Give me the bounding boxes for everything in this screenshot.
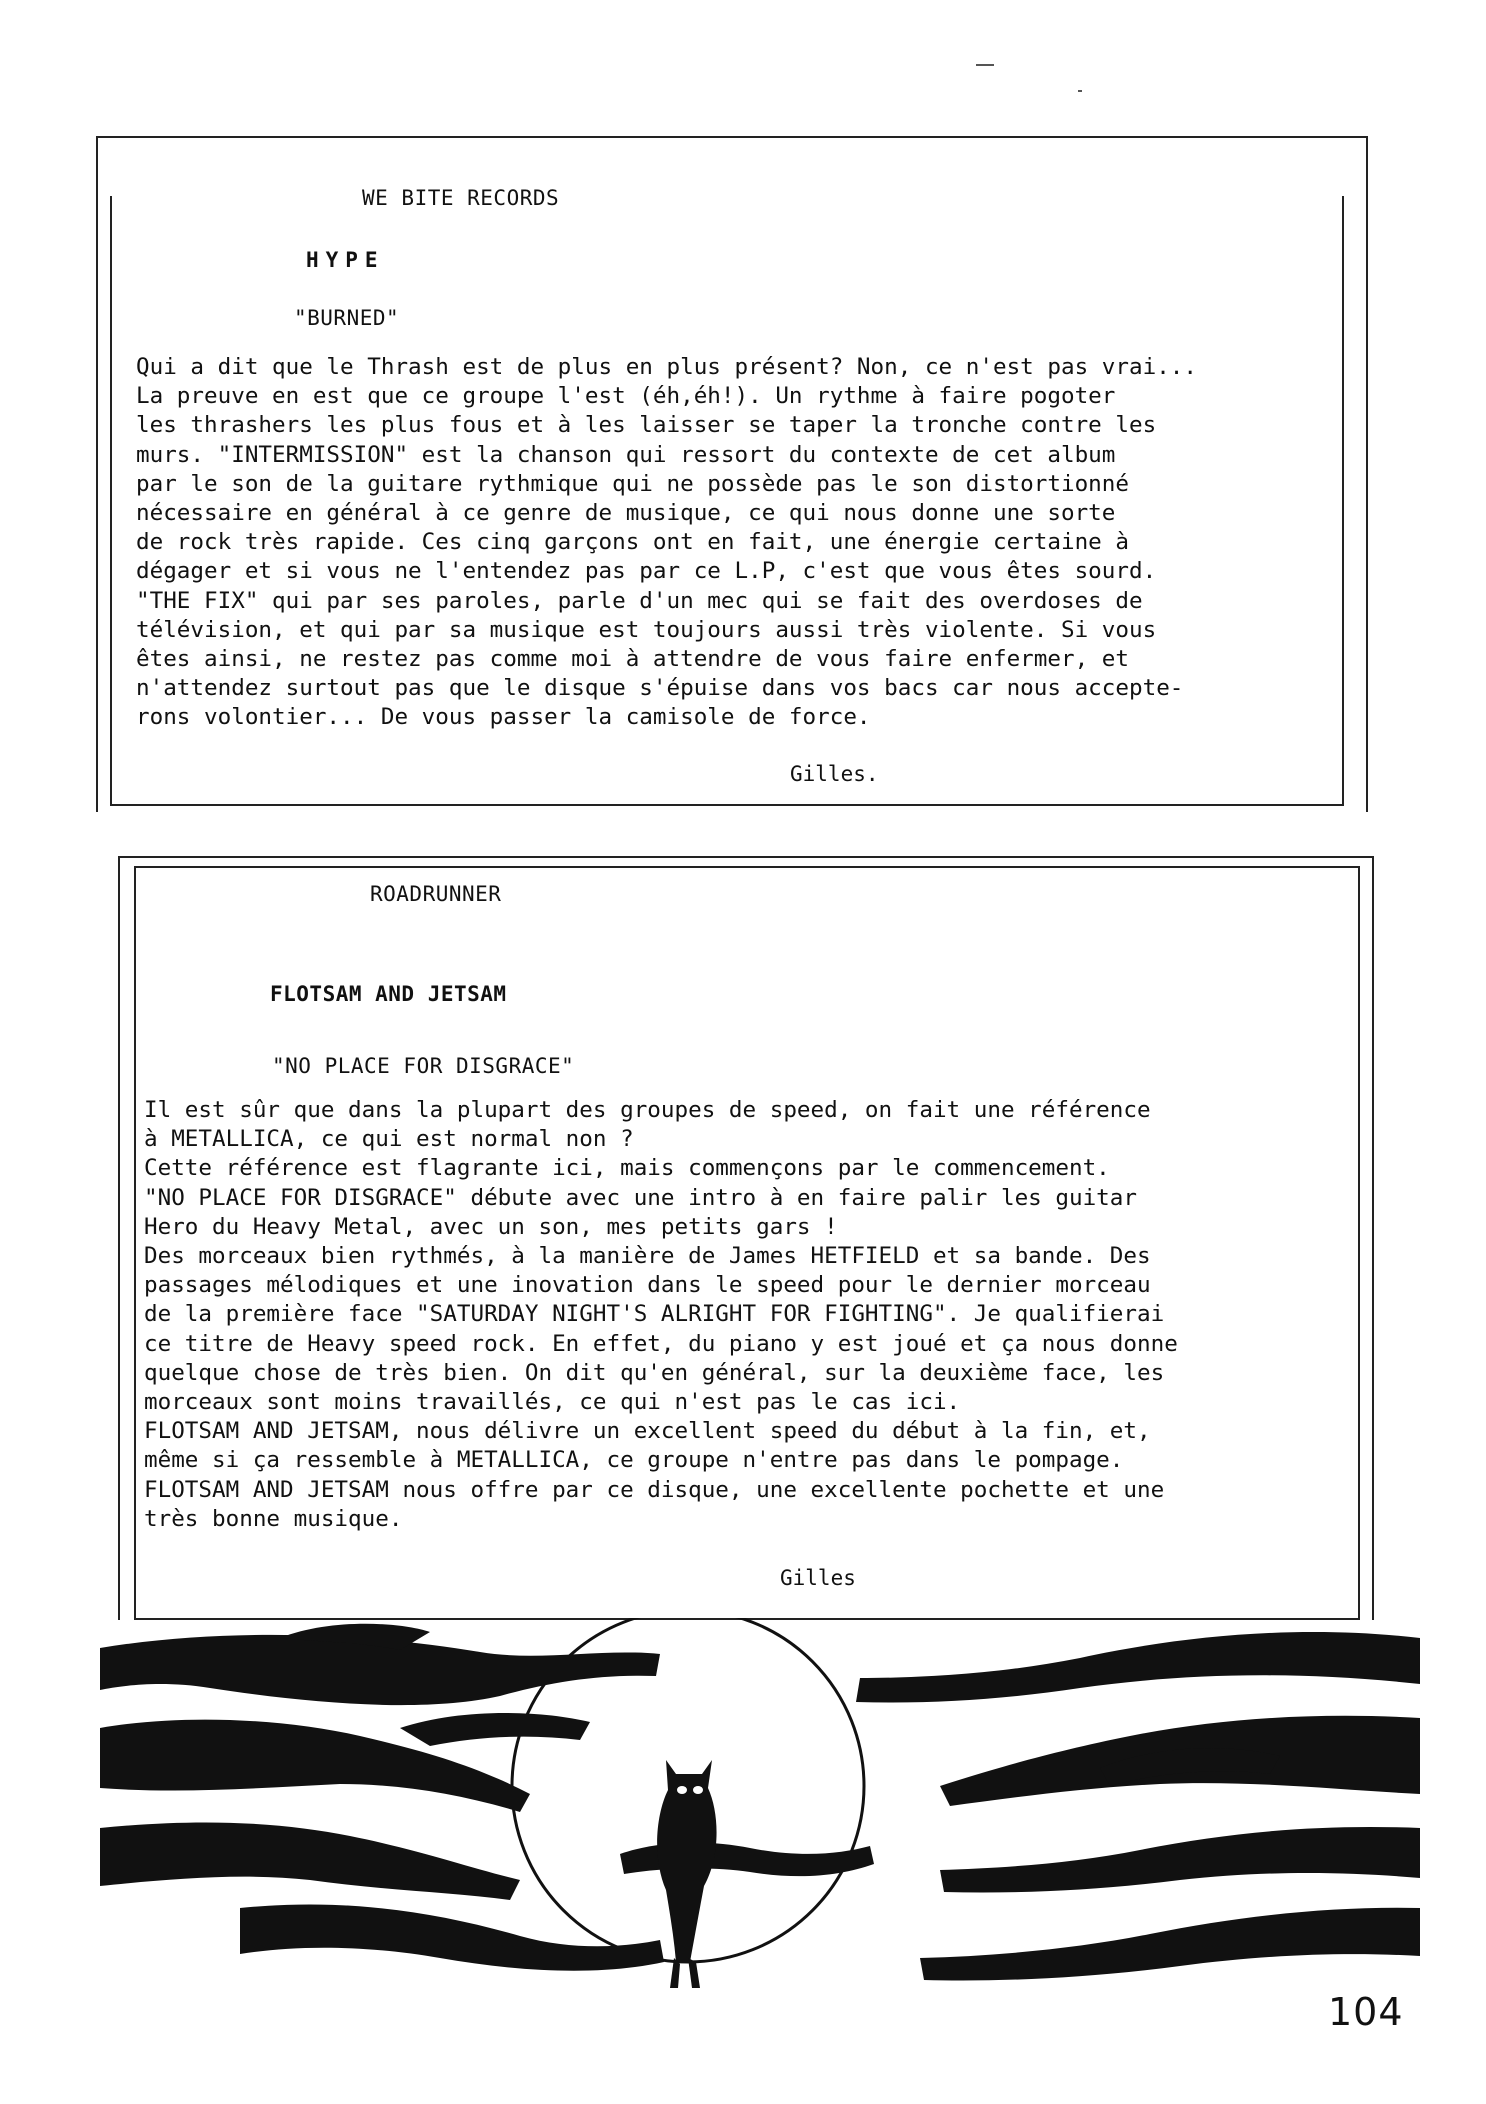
owl-figure [657,1760,716,1988]
text-line: Cette référence est flagrante ici, mais commençons par le commencement. [144,1155,1110,1182]
band-name-1: HYPE [306,248,385,272]
text-line: rons volontier... De vous passer la camisole de force. [136,704,871,731]
page-number: 104 [1328,1990,1404,2034]
text-line: "NO PLACE FOR DISGRACE" débute avec une intro à en faire palir les guitar [144,1184,1137,1211]
text-line: Des morceaux bien rythmés, à la manière de James HETFIELD et sa bande. Des [144,1243,1151,1270]
text-line: passages mélodiques et une inovation dans le speed pour le dernier morceau [144,1272,1151,1299]
text-line: de la première face "SATURDAY NIGHT'S ALRIGHT FOR FIGHTING". Je qualifierai [144,1301,1165,1328]
branch [940,1827,1420,1893]
scan-speck [976,64,994,66]
text-line: très bonne musique. [144,1505,403,1532]
scan-speck [1078,90,1082,92]
review-signature-1: Gilles. [790,762,879,786]
text-line: même si ça ressemble à METALLICA, ce groupe n'entre pas dans le pompage. [144,1447,1124,1474]
text-line: FLOTSAM AND JETSAM, nous délivre un excellent speed du début à la fin, et, [144,1418,1151,1445]
text-line: les thrashers les plus fous et à les laisser se taper la tronche contre les [136,412,1157,439]
review-text-1 [136,353,1336,733]
record-label-1: WE BITE RECORDS [362,186,560,210]
owl-illustration [100,1618,1420,1998]
branches [100,1624,1420,1981]
branch [100,1822,520,1900]
review-signature-2: Gilles [780,1566,856,1590]
text-line: Hero du Heavy Metal, avec un son, mes petits gars ! [144,1213,838,1240]
text-line: La preuve en est que ce groupe l'est (éh,éh!). Un rythme à faire pogoter [136,383,1116,410]
text-line: quelque chose de très bien. On dit qu'en général, sur la deuxième face, les [144,1359,1165,1386]
text-line: ce titre de Heavy speed rock. En effet, du piano y est joué et ça nous donne [144,1330,1178,1357]
record-label-2: ROADRUNNER [370,882,502,906]
text-line: FLOTSAM AND JETSAM nous offre par ce disque, une excellente pochette et une [144,1476,1165,1503]
band-name-2: FLOTSAM AND JETSAM [270,982,507,1006]
branch [856,1632,1420,1703]
review-text-2 [144,1096,1344,1534]
text-line: par le son de la guitare rythmique qui ne possède pas le son distortionné [136,470,1129,497]
text-line: Il est sûr que dans la plupart des groupes de speed, on fait une référence [144,1097,1151,1123]
text-line: dégager et si vous ne l'entendez pas par ce L.P, c'est que vous êtes sourd. [136,558,1157,585]
text-line: nécessaire en général à ce genre de musique, ce qui nous donne une sorte [136,500,1116,527]
branch [920,1908,1420,1981]
text-line: télévision, et qui par sa musique est toujours aussi très violente. Si vous [136,616,1157,643]
text-line: à METALLICA, ce qui est normal non ? [144,1126,634,1153]
text-line: "THE FIX" qui par ses paroles, parle d'un mec qui se fait des overdoses de [136,587,1143,614]
text-line: êtes ainsi, ne restez pas comme moi à attendre de vous faire enfermer, et [136,646,1129,673]
text-line: Qui a dit que le Thrash est de plus en plus présent? Non, ce n'est pas vrai... [136,354,1198,380]
album-title-1: "BURNED" [294,306,400,330]
text-line: murs. "INTERMISSION" est la chanson qui ressort du contexte de cet album [136,441,1116,468]
album-title-2: "NO PLACE FOR DISGRACE" [272,1054,575,1078]
branch [400,1713,590,1746]
text-line: de rock très rapide. Ces cinq garçons ont en fait, une énergie certaine à [136,529,1129,556]
text-line: morceaux sont moins travaillés, ce qui n'est pas le cas ici. [144,1389,961,1416]
text-line: n'attendez surtout pas que le disque s'épuise dans vos bacs car nous accepte- [136,675,1184,702]
